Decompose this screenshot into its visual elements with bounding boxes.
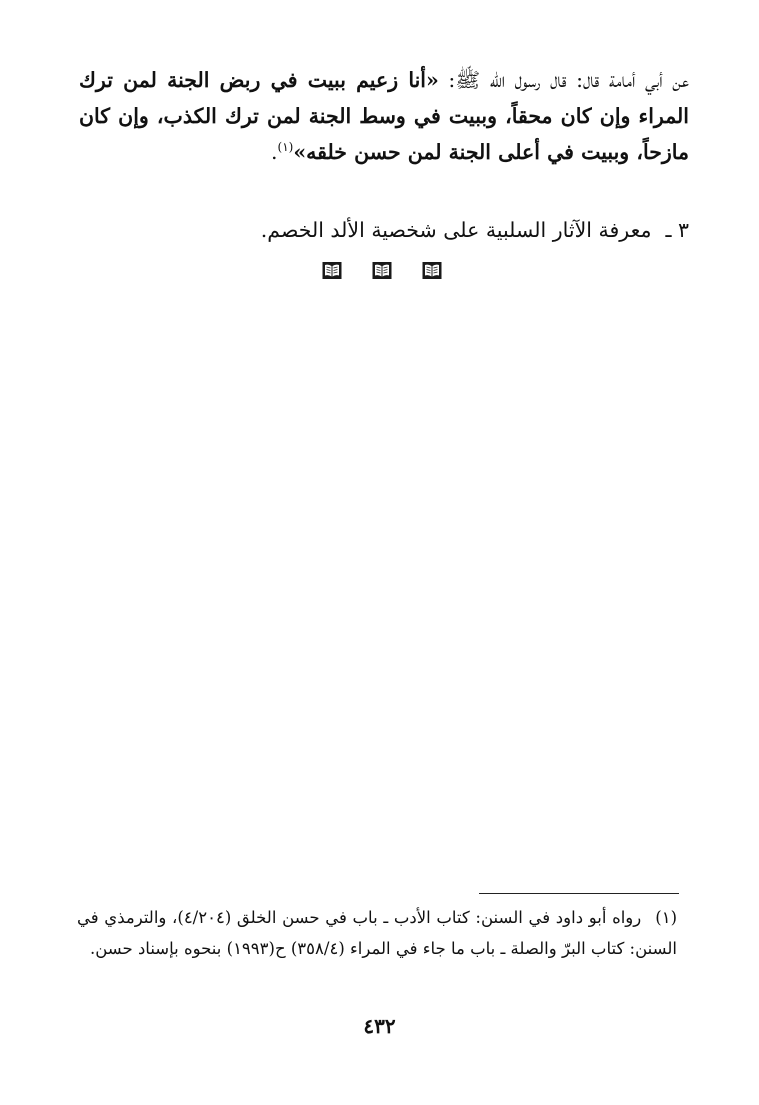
hadith-intro: عن أبي أمامة قال: قال رسول الله ﷺ: xyxy=(438,68,689,92)
list-item-3 xyxy=(79,212,689,248)
book-icon xyxy=(422,261,442,280)
footnote-text: رواه أبو داود في السنن: كتاب الأدب ـ باب في حسن الخلق (٤/٢٠٤)، والترمذي في السنن: كتاب البرّ والصلة ـ باب ما جاء في المراء (٣٥٨/٤) ح(١٩٩٣) بنحوه بإسناد حسن. xyxy=(77,908,677,958)
paragraph-end-period: . xyxy=(270,140,278,164)
hadith-paragraph xyxy=(79,62,689,170)
footnote-reference: (١) xyxy=(277,140,294,155)
list-item-number: ٣ ـ xyxy=(665,218,689,242)
page-number: ٤٣٢ xyxy=(363,1014,396,1038)
footnote xyxy=(77,902,677,964)
hadith-quote: «أنا زعيم ببيت في ربض الجنة لمن ترك المراء وإن كان محقاً، وببيت في وسط الجنة لمن ترك الكذب، وإن كان مازحاً، وببيت في أعلى الجنة لمن حسن خلقه» xyxy=(79,68,689,164)
book-icon xyxy=(322,261,342,280)
section-divider-ornaments xyxy=(322,259,442,281)
footnote-separator xyxy=(479,893,679,894)
footnote-number: (١) xyxy=(655,908,677,927)
book-icon xyxy=(372,261,392,280)
list-item-text: معرفة الآثار السلبية على شخصية الألد الخصم. xyxy=(260,218,652,242)
